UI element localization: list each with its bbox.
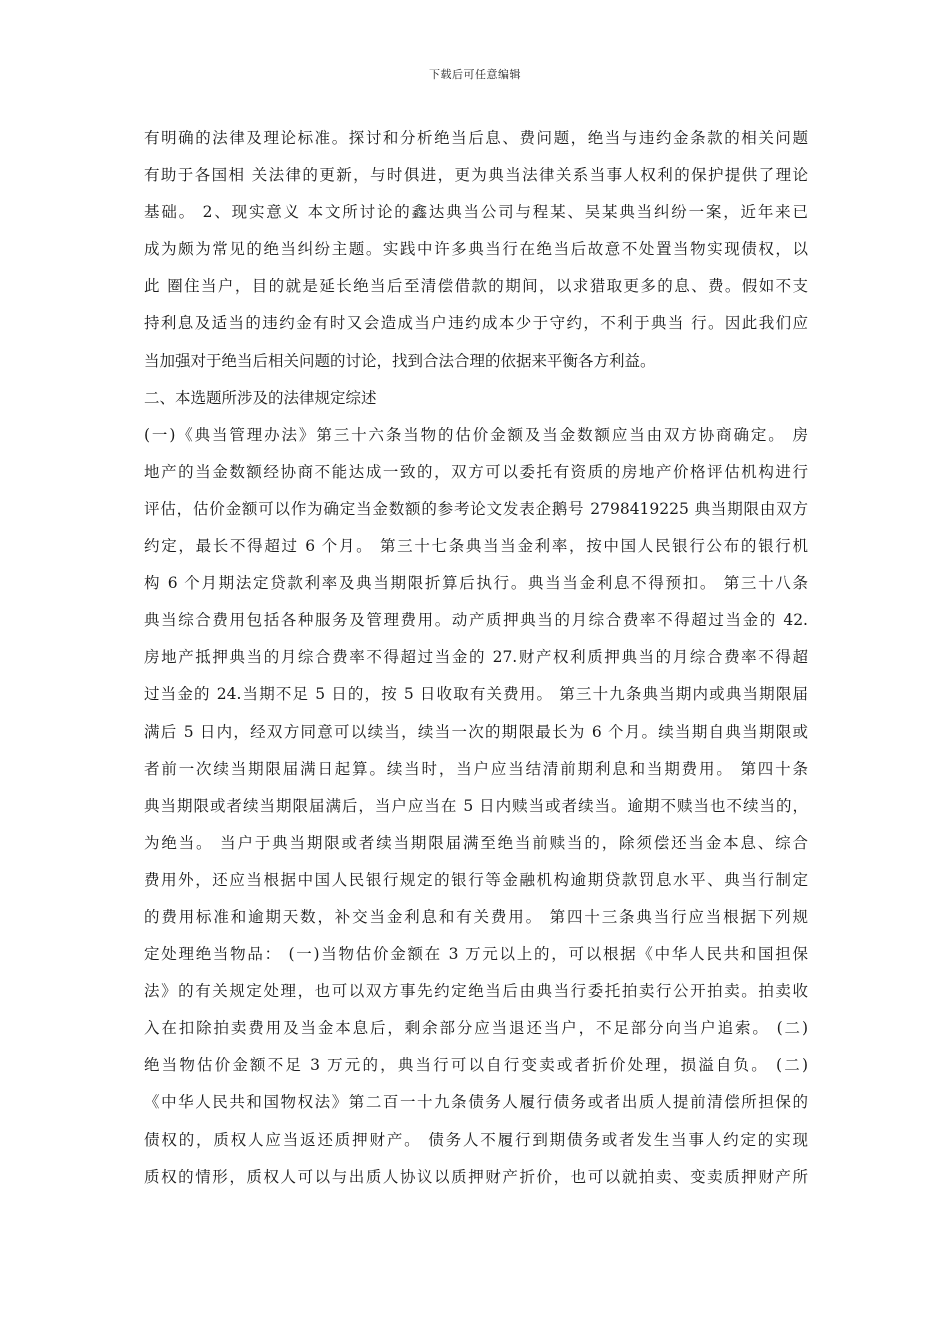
body-line: 当加强对于绝当后相关问题的讨论，找到合法合理的依据来平衡各方利益。 [144,351,656,370]
body-line: 过当金的 24.当期不足 5 日的，按 5 日收取有关费用。 第三十九条典当期内或典当期限届 [144,685,808,704]
document-body [144,120,808,1196]
body-line: 有助于各国相 关法律的更新，与时俱进，更为典当法律关系当事人权利的保护提供了理论 [144,166,808,185]
body-line: 约定，最长不得超过 6 个月。 第三十七条典当当金利率，按中国人民银行公布的银行机 [144,537,808,556]
body-line: 持利息及适当的违约金有时又会造成当户违约成本少于守约，不利于典当 行。因此我们应 [144,314,808,333]
body-line: 评估，估价金额可以作为确定当金数额的参考论文发表企鹅号 2798419225 典当期限由双方 [144,499,808,518]
body-line: 者前一次续当期限届满日起算。续当时，当户应当结清前期利息和当期费用。 第四十条 [144,759,808,778]
body-line: 地产的当金数额经协商不能达成一致的，双方可以委托有资质的房地产价格评估机构进行 [144,462,808,481]
body-line: 有明确的法律及理论标准。探讨和分析绝当后息、费问题，绝当与违约金条款的相关问题 [144,129,808,147]
body-line: 为绝当。 当户于典当期限或者续当期限届满至绝当前赎当的，除须偿还当金本息、综合 [144,833,808,852]
body-line: 法》的有关规定处理，也可以双方事先约定绝当后由典当行委托拍卖行公开拍卖。拍卖收 [144,982,808,1001]
body-line: 构 6 个月期法定贷款利率及典当期限折算后执行。典当当金利息不得预扣。 第三十八条 [144,574,808,593]
body-line: 定处理绝当物品： (一)当物估价金额在 3 万元以上的，可以根据《中华人民共和国担保 [144,945,808,964]
body-line: 成为颇为常见的绝当纠纷主题。实践中许多典当行在绝当后故意不处置当物实现债权，以 [144,240,808,259]
body-line: (一)《典当管理办法》第三十六条当物的估价金额及当金数额应当由双方协商确定。 房 [144,425,808,444]
body-line: 此 圈住当户，目的就是延长绝当后至清偿借款的期间，以求猎取更多的息、费。假如不支 [144,277,808,296]
body-line: 满后 5 日内，经双方同意可以续当，续当一次的期限最长为 6 个月。续当期自典当期限或 [144,722,808,741]
body-line: 基础。 2、现实意义 本文所讨论的鑫达典当公司与程某、吴某典当纠纷一案，近年来已 [144,203,808,222]
body-line: 《中华人民共和国物权法》第二百一十九条债务人履行债务或者出质人提前清偿所担保的 [144,1093,808,1112]
body-line: 债权的，质权人应当返还质押财产。 债务人不履行到期债务或者发生当事人约定的实现 [144,1130,808,1149]
body-line: 房地产抵押典当的月综合费率不得超过当金的 27.财产权利质押典当的月综合费率不得超 [144,648,808,667]
body-line: 绝当物估价金额不足 3 万元的，典当行可以自行变卖或者折价处理，损溢自负。 (二) [144,1056,808,1075]
body-line: 典当期限或者续当期限届满后，当户应当在 5 日内赎当或者续当。逾期不赎当也不续当的， [144,796,808,815]
page-header: 下载后可任意编辑 [429,68,521,81]
body-line: 入在扣除拍卖费用及当金本息后，剩余部分应当退还当户，不足部分向当户追索。 (二) [144,1019,808,1038]
body-line: 质权的情形，质权人可以与出质人协议以质押财产折价，也可以就拍卖、变卖质押财产所 [144,1167,808,1186]
section-heading: 二、本选题所涉及的法律规定综述 [144,388,377,407]
body-line: 的费用标准和逾期天数，补交当金利息和有关费用。 第四十三条典当行应当根据下列规 [144,907,808,926]
body-line: 典当综合费用包括各种服务及管理费用。动产质押典当的月综合费率不得超过当金的 42. [144,611,808,630]
body-line: 费用外，还应当根据中国人民银行规定的银行等金融机构逾期贷款罚息水平、典当行制定 [144,870,808,889]
